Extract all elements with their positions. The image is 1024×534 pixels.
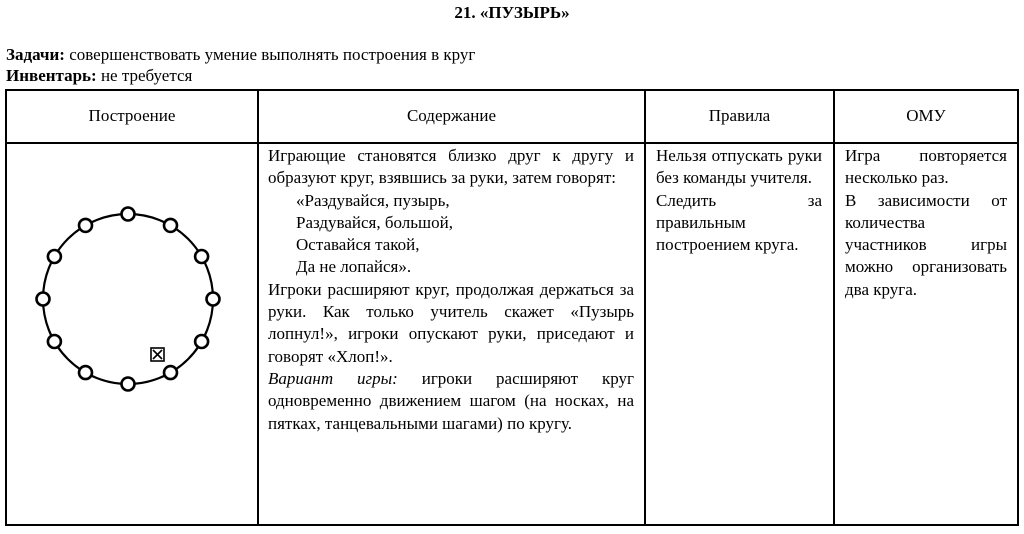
page-title: 21. «ПУЗЫРЬ»	[454, 3, 570, 22]
player-marker	[79, 219, 92, 232]
verse-line: Да не лопайся».	[296, 257, 412, 277]
player-marker	[48, 335, 61, 348]
tasks-text: совершенствовать умение выполнять построения в круг	[64, 45, 476, 64]
verse-line: Оставайся такой,	[296, 235, 420, 255]
circle-formation-diagram	[20, 180, 250, 420]
header-rules: Правила	[708, 106, 771, 125]
header-omu: ОМУ	[906, 106, 946, 125]
player-marker	[195, 335, 208, 348]
omu-cell	[845, 145, 1007, 301]
content-cell	[268, 145, 634, 435]
player-marker	[207, 293, 220, 306]
players-group	[37, 208, 220, 391]
inventory-line	[6, 66, 192, 85]
tasks-label: Задачи:	[6, 45, 65, 64]
header-formation: Построение	[88, 106, 176, 125]
inventory-text: не требуется	[96, 66, 193, 85]
rule-item: Следить за правильным построением круга.	[656, 190, 822, 255]
rules-cell	[656, 145, 822, 256]
player-marker	[37, 293, 50, 306]
content-variant	[268, 368, 634, 435]
player-marker	[164, 366, 177, 379]
omu-item: Игра повторяется несколько раз.	[845, 146, 1007, 188]
omu-item: В зависимости от количества участников игры можно организовать два круга.	[845, 190, 1007, 299]
formation-circle	[43, 214, 213, 384]
content-intro: Играющие становятся близко друг к другу и образуют круг, взявшись за руки, затем говорят:	[268, 146, 634, 188]
column-divider	[1017, 89, 1019, 526]
column-divider	[644, 89, 646, 526]
variant-text: игроки расширяют круг одновременно движением шагом (на носках, на пятках, танцевальными шагами) по кругу.	[268, 368, 634, 433]
verse-line: «Раздувайся, пузырь,	[296, 190, 450, 210]
rule-item: Нельзя отпускать руки без команды учителя.	[656, 146, 822, 188]
table-bottom-border	[5, 524, 1019, 526]
player-marker	[79, 366, 92, 379]
player-marker	[48, 250, 61, 263]
player-marker	[122, 378, 135, 391]
player-marker	[195, 250, 208, 263]
header-content: Содержание	[406, 106, 497, 125]
column-divider	[833, 89, 835, 526]
variant-label: Вариант игры:	[268, 368, 398, 388]
player-marker	[164, 219, 177, 232]
content-body: Игроки расширяют круг, продолжая держаться за руки. Как только учитель скажет «Пузырь лопнул!», игроки опускают руки, приседают и говорят «Хлоп!».	[268, 279, 634, 366]
player-marker	[122, 208, 135, 221]
tasks-line	[6, 45, 475, 64]
inventory-label: Инвентарь:	[6, 66, 97, 85]
verse-line: Раздувайся, большой,	[296, 212, 453, 232]
column-divider	[257, 89, 259, 526]
column-divider	[5, 89, 7, 526]
